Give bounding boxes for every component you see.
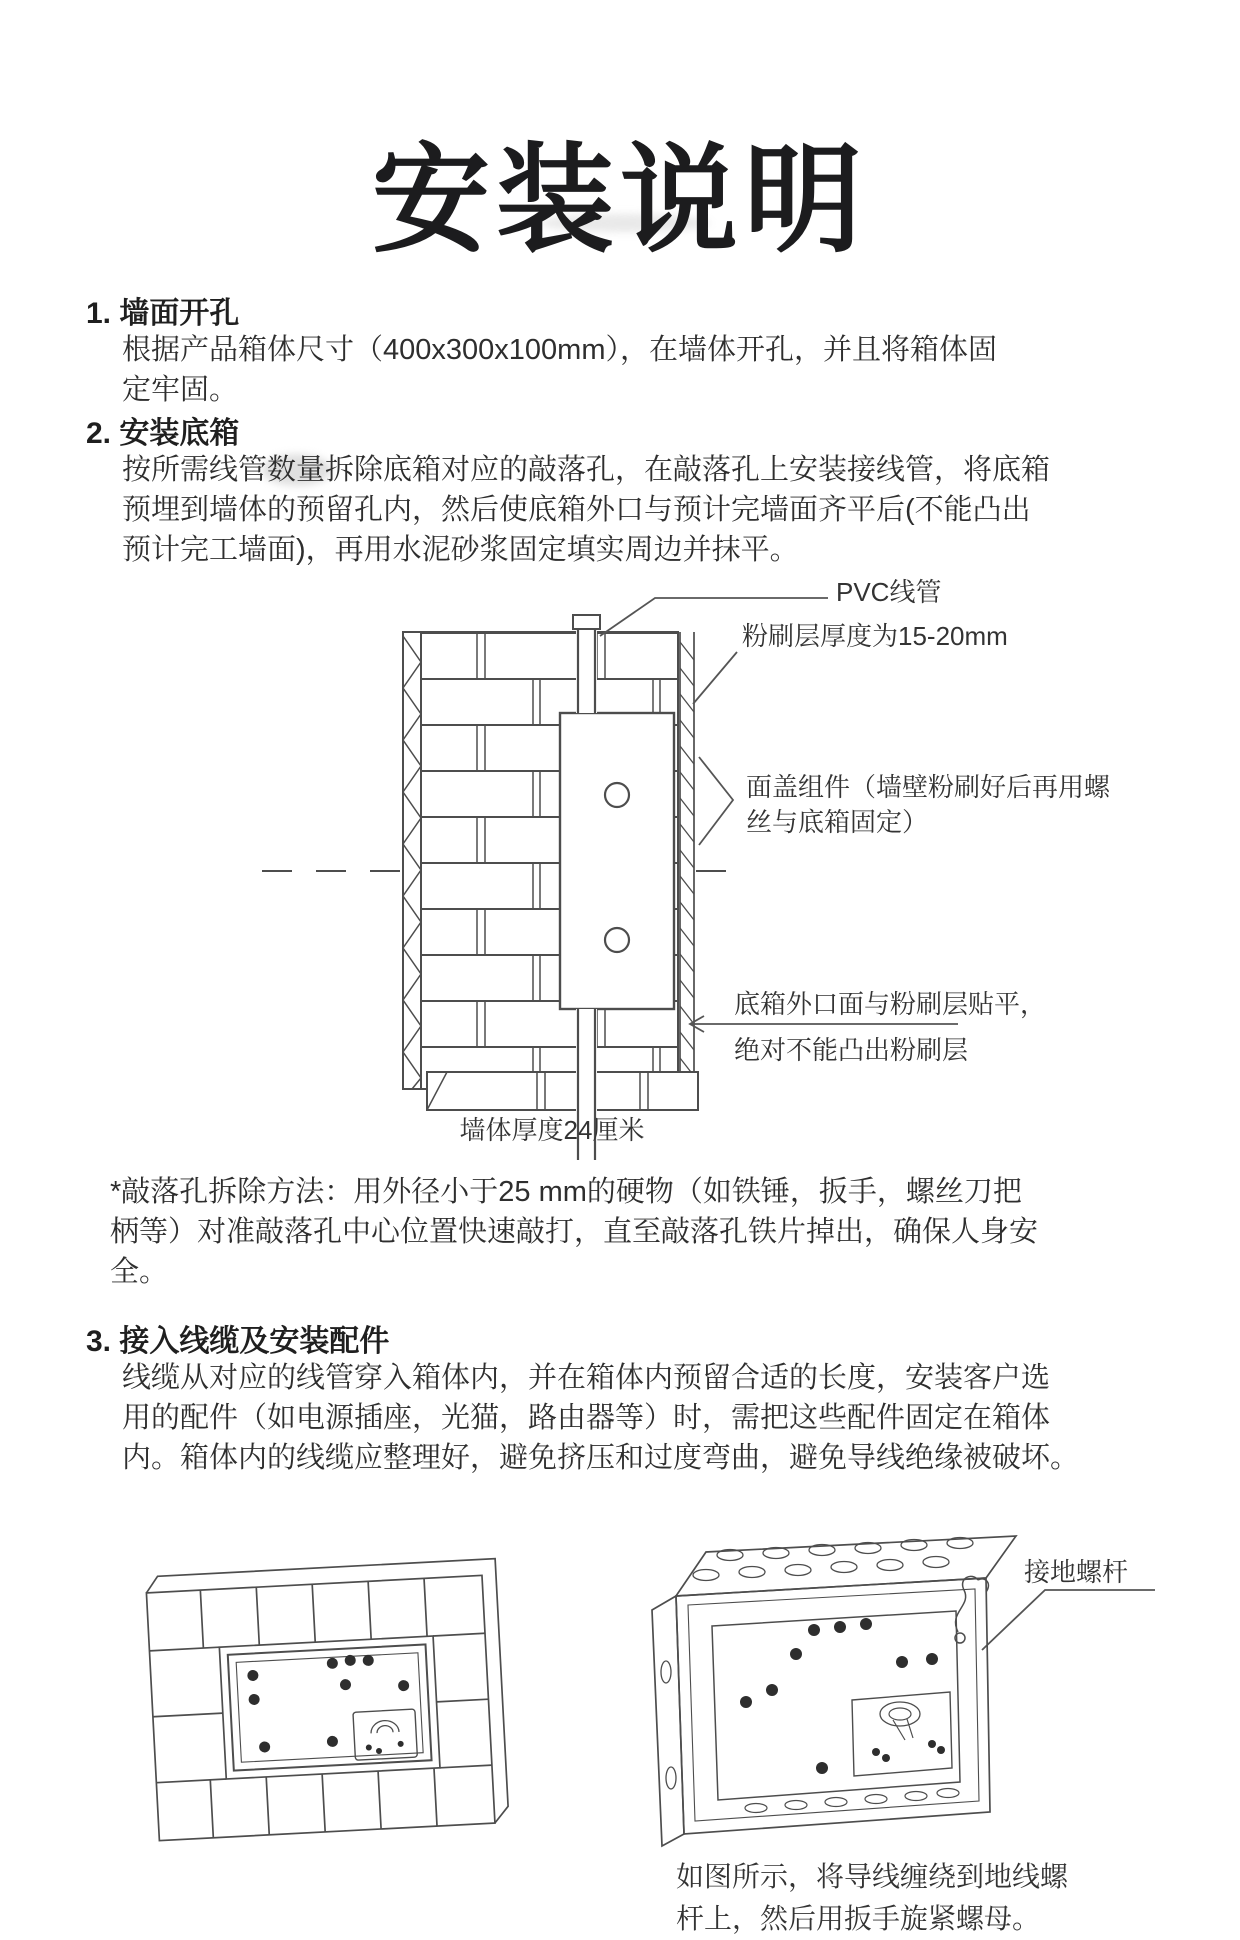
caption-line: 如图所示，将导线缠绕到地线螺 bbox=[676, 1861, 1069, 1892]
knockout-note bbox=[110, 1172, 1038, 1292]
label-line: 底箱外口面与粉刷层贴平， bbox=[734, 989, 1047, 1019]
note-line: 全。 bbox=[110, 1256, 169, 1288]
caption-line: 杆上，然后用扳手旋紧螺母。 bbox=[676, 1903, 1041, 1934]
label-line: 丝与底箱固定） bbox=[746, 807, 929, 837]
section-2-body bbox=[122, 450, 1050, 570]
body-line: 线缆从对应的线管穿入箱体内，并在箱体内预留合适的长度，安装客户选 bbox=[122, 1362, 1051, 1394]
body-line: 定牢固。 bbox=[122, 374, 239, 406]
body-line: 用的配件（如电源插座，光猫，路由器等）时，需把这些配件固定在箱体 bbox=[122, 1402, 1051, 1434]
label-line: 绝对不能凸出粉刷层 bbox=[734, 1035, 969, 1065]
section-1-heading: 1. 墙面开孔 bbox=[86, 297, 240, 330]
page-title: 安装说明 bbox=[371, 135, 868, 268]
figure-base-box-3d bbox=[652, 1536, 1016, 1846]
section-1-body bbox=[122, 330, 997, 410]
note-line: *敲落孔拆除方法：用外径小于25 mm的硬物（如铁锤，扳手，螺丝刀把 bbox=[110, 1176, 1022, 1208]
section-3-body bbox=[122, 1358, 1079, 1478]
wall-cross-section bbox=[262, 615, 728, 1160]
leader-lines bbox=[600, 598, 1155, 1650]
cover-assembly-label bbox=[746, 770, 1110, 840]
figure-wall-embedded-box bbox=[146, 1559, 509, 1841]
wall-thickness-caption: 墙体厚度24厘米 bbox=[459, 1115, 645, 1145]
body-line: 内。箱体内的线缆应整理好，避免挤压和过度弯曲，避免导线绝缘被破坏。 bbox=[122, 1442, 1080, 1474]
section-3-heading: 3. 接入线缆及安装配件 bbox=[86, 1325, 390, 1358]
label-line: 面盖组件（墙壁粉刷好后再用螺 bbox=[746, 772, 1111, 802]
flush-note-label bbox=[734, 990, 1046, 1076]
figure-caption bbox=[676, 1856, 1068, 1940]
note-line: 柄等）对准敲落孔中心位置快速敲打，直至敲落孔铁片掉出，确保人身安 bbox=[110, 1216, 1039, 1248]
plaster-thickness-label: 粉刷层厚度为15-20mm bbox=[742, 621, 1008, 651]
body-line: 预计完工墙面)，再用水泥砂浆固定填实周边并抹平。 bbox=[122, 534, 799, 566]
ground-screw-label: 接地螺杆 bbox=[1024, 1557, 1129, 1587]
body-line: 预埋到墙体的预留孔内，然后使底箱外口与预计完墙面齐平后(不能凸出 bbox=[122, 494, 1031, 526]
section-2-heading: 2. 安装底箱 bbox=[86, 417, 240, 450]
body-line: 按所需线管数量拆除底箱对应的敲落孔，在敲落孔上安装接线管，将底箱 bbox=[122, 454, 1051, 486]
pvc-pipe-label: PVC线管 bbox=[836, 577, 942, 607]
body-line: 根据产品箱体尺寸（400x300x100mm），在墙体开孔，并且将箱体固 bbox=[122, 334, 997, 366]
